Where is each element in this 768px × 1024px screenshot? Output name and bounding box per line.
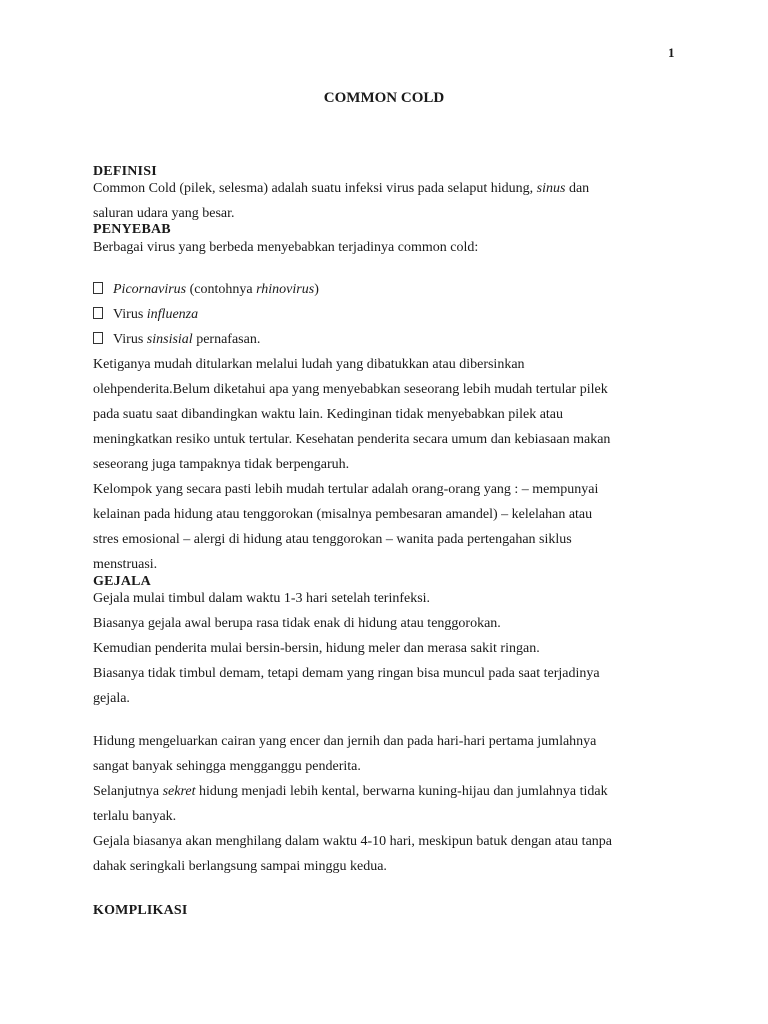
paragraph-line: terlalu banyak. <box>93 809 177 824</box>
paragraph-line: gejala. <box>93 691 130 706</box>
paragraph-line: Hidung mengeluarkan cairan yang encer dan jernih dan pada hari-hari pertama jumlahnya <box>93 734 597 749</box>
heading-komplikasi: KOMPLIKASI <box>93 903 188 918</box>
paragraph-line: pada suatu saat dibandingkan waktu lain. Kedinginan tidak menyebabkan pilek atau <box>93 407 564 422</box>
paragraph-line: kelainan pada hidung atau tenggorokan (misalnya pembesaran amandel) – kelelahan atau <box>93 507 593 522</box>
paragraph-line: meningkatkan resiko untuk tertular. Kesehatan penderita secara umum dan kebiasaan makan <box>93 432 611 447</box>
paragraph-line: seseorang juga tampaknya tidak berpengaruh. <box>93 457 350 472</box>
checkbox-bullet-icon <box>93 282 103 294</box>
definisi-line-1: Common Cold (pilek, selesma) adalah suatu infeksi virus pada selaput hidung, sinus dan <box>93 181 590 196</box>
paragraph-line: Kemudian penderita mulai bersin-bersin, hidung meler dan merasa sakit ringan. <box>93 641 540 656</box>
paragraph-line-sekret: Selanjutnya sekret hidung menjadi lebih kental, berwarna kuning-hijau dan jumlahnya tidak <box>93 784 608 799</box>
paragraph-line: sangat banyak sehingga mengganggu penderita. <box>93 759 361 774</box>
penyebab-intro: Berbagai virus yang berbeda menyebabkan terjadinya common cold: <box>93 240 479 255</box>
heading-definisi: DEFINISI <box>93 164 157 179</box>
page-number: 1 <box>668 45 675 60</box>
paragraph-line: Biasanya tidak timbul demam, tetapi demam yang ringan bisa muncul pada saat terjadinya <box>93 666 600 681</box>
paragraph-line: Ketiganya mudah ditularkan melalui ludah yang dibatukkan atau dibersinkan <box>93 357 525 372</box>
bullet-picornavirus: Picornavirus (contohnya rhinovirus) <box>93 282 319 297</box>
bullet-sinsisial: Virus sinsisial pernafasan. <box>93 332 260 347</box>
paragraph-line: Gejala mulai timbul dalam waktu 1-3 hari setelah terinfeksi. <box>93 591 431 606</box>
paragraph-line: Gejala biasanya akan menghilang dalam waktu 4-10 hari, meskipun batuk dengan atau tanpa <box>93 834 612 849</box>
paragraph-line: menstruasi. <box>93 557 158 572</box>
heading-gejala: GEJALA <box>93 574 151 589</box>
checkbox-bullet-icon <box>93 332 103 344</box>
paragraph-line: dahak seringkali berlangsung sampai minggu kedua. <box>93 859 387 874</box>
heading-penyebab: PENYEBAB <box>93 222 171 237</box>
paragraph-line: Biasanya gejala awal berupa rasa tidak enak di hidung atau tenggorokan. <box>93 616 501 631</box>
bullet-influenza: Virus influenza <box>93 307 198 322</box>
document-title: COMMON COLD <box>323 90 445 106</box>
paragraph-line: Kelompok yang secara pasti lebih mudah tertular adalah orang-orang yang : – mempunyai <box>93 482 599 497</box>
paragraph-line: stres emosional – alergi di hidung atau tenggorokan – wanita pada pertengahan siklus <box>93 532 572 547</box>
paragraph-line: olehpenderita.Belum diketahui apa yang menyebabkan seseorang lebih mudah tertular pilek <box>93 382 608 397</box>
checkbox-bullet-icon <box>93 307 103 319</box>
definisi-line-2: saluran udara yang besar. <box>93 206 235 221</box>
